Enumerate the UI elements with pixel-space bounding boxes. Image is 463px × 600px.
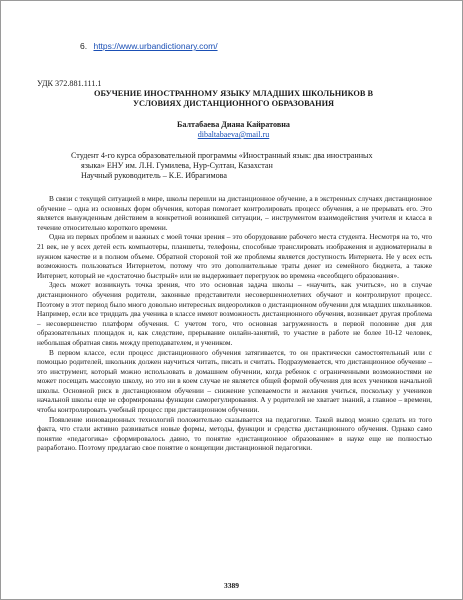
reference-link[interactable]: https://www.urbandictionary.com/ [93, 41, 218, 51]
title-line-1: ОБУЧЕНИЕ ИНОСТРАННОМУ ЯЗЫКУ МЛАДШИХ ШКОЛЬНИКОВ В [93, 89, 374, 98]
article-title [37, 89, 430, 109]
author-name: Балтабаева Диана Кайратовна [177, 120, 290, 129]
body-paragraph-3: Здесь может возникнуть точка зрения, что это основная задача школы – «научить, как учиться», но в случае дистанционного обучения родители, законные представители несовершеннолетних обучают и контролируют процесс. Поэтому в этот период было много довольно интересных видеороликов о дистанционном обучении для младших школьников. Например, если все тридцать два ученика в классе имеют возможность дистанционного обучения, возникает другая проблема – несовершенство платформ обучения. С учетом того, что основная загруженность в первой половине дня для образовательных площадок и, как следствие, прерывание онлайн-занятий, то участие в работе не более 10-12 человек, небольшая обратная связь между преподавателем, и учеником. [37, 280, 432, 347]
page-number: 3389 [224, 581, 239, 590]
title-line-2: УСЛОВИЯХ ДИСТАНЦИОННОГО ОБРАЗОВАНИЯ [132, 99, 335, 108]
supervisor-line: Научный руководитель – К.Е. Ибрагимова [81, 171, 227, 180]
body-paragraph-4: В первом классе, если процесс дистанционного обучения затягивается, то он практически самостоятельный или с помощью родителей, школьник должен научиться читать, писать и считать. Подразумевается, что дистанционное обучение – это инструмент, который можно использовать в домашнем обучении, когда ребенок с ограниченными возможностями не может посещать массовую школу, но это ни в коем случае не является общей формой обучения для всех учеников начальной школы. Основной риск в дистанционном обучении – снижение успеваемости и желания учиться, поскольку у учеников начальной школы еще не сформированы функции саморегулирования. А у родителей не хватает знаний, а главное – времени, чтобы контролировать учебный процесс при дистанционном обучении. [37, 347, 432, 415]
body-paragraph-1: В связи с текущей ситуацией в мире, школы перешли на дистанционное обучение, а в экстренных случаях дистанционное обучение – одна из основных форм обучения, которая помогает контролировать процесс обучения, а не прерывать его. Это является вынужденным действием в конкретной возникшей ситуации, – инструментом взаимодействия учителя и класса в течение относительно короткого времени. [37, 194, 432, 232]
udc-code: УДК 372.881.111.1 [37, 79, 102, 88]
body-paragraph-5: Появление инновационных технологий положительно сказывается на педагогике. Такой вывод можно сделать из того факта, что стали активно развиваться новые формы, методы, функции и средства дистанционного обучения. Однако само понятие «педагогика» сформировалось давно, то понятие «дистанционное образование» в науке еще не полностью разработано. Поэтому предлагаю свое понятие о концепции дистанционной педагогики. [37, 414, 432, 453]
article-body [37, 194, 432, 453]
body-paragraph-2: Одна из первых проблем и важных с моей точки зрения – это оборудование рабочего места студента. Несмотря на то, что 21 век, не у всех детей есть компьютеры, планшеты, телефоны, способные транслировать изображения и аудиоматериалы в нужном качестве и в полном объеме. Обратной стороной той же проблемы является доступность Интернета. Не у всех есть возможность пользоваться Интернетом, потому что это дополнительные траты денег из семейного бюджета, а также Интернет, который не «достаточно быстрый» или не выдерживает перегрузок во времена «всеобщего образования». [37, 232, 432, 280]
affiliation-block [71, 151, 421, 181]
affiliation-line-1: Студент 4-го курса образовательной программы «Иностранный язык: два иностранных [71, 151, 373, 160]
author-block [37, 120, 430, 140]
author-email-link[interactable]: dibaltabaeva@mail.ru [197, 130, 270, 139]
reference-item [80, 41, 218, 51]
reference-number: 6. [80, 41, 88, 51]
affiliation-line-2: языка» ЕНУ им. Л.Н. Гумилева, Нур-Султан, Казахстан [81, 161, 273, 170]
